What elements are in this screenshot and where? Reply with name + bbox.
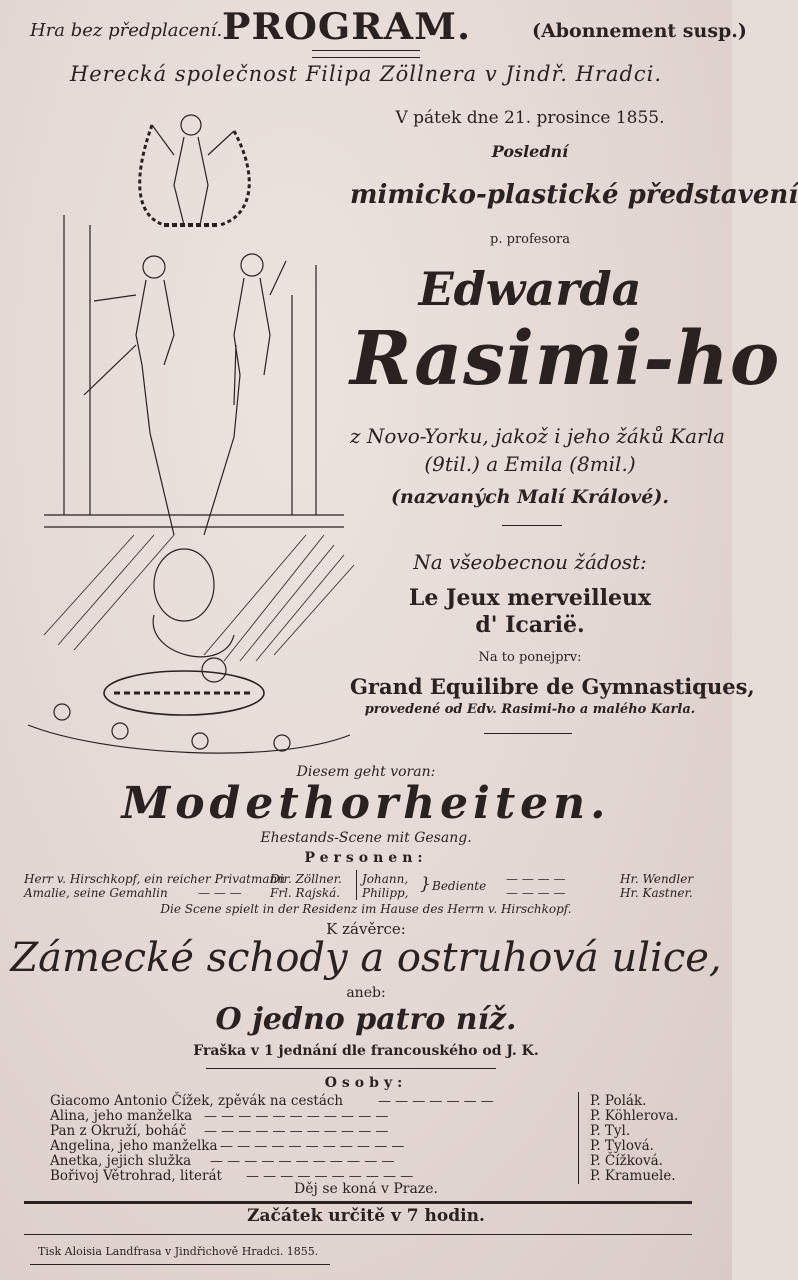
header-left: Hra bez předplacení. <box>30 20 223 41</box>
edwarda-heading: Edwarda <box>418 262 642 316</box>
osoby-role-3: Angelina, jeho manželka <box>50 1138 218 1154</box>
new-york-line-2: (9til.) a Emila (8mil.) <box>424 452 636 476</box>
osoby-dash-2: — — — — — — — — — — — <box>204 1124 389 1139</box>
acrobats-illustration <box>24 95 354 757</box>
cast-dashes-2: — — — — <box>506 886 566 900</box>
cast-row-1-actor: Dir. Zöllner. <box>270 872 342 886</box>
osoby-actor-3: P. Tylová. <box>590 1138 654 1154</box>
fraska-line: Fraška v 1 jednání dle francouského od J. K. <box>193 1043 539 1059</box>
osoby-dash-3: — — — — — — — — — — — <box>220 1139 405 1154</box>
nazvanych-line: (nazvaných Malí Králové). <box>391 486 669 508</box>
cast-philipp: Philipp, <box>362 886 409 900</box>
cast-johann: Johann, <box>362 872 409 886</box>
zamecke-schody-title: Zámecké schody a ostruhová ulice, <box>10 935 722 981</box>
performance-date: V pátek dne 21. prosince 1855. <box>395 108 665 128</box>
osoby-label: Osoby: <box>324 1075 408 1091</box>
cast-dashes-1: — — — — <box>506 872 566 886</box>
header-title: PROGRAM. <box>222 6 472 48</box>
deja-line: Děj se koná v Praze. <box>294 1181 438 1197</box>
scene-line: Die Scene spielt in der Residenz im Hause des Herrn v. Hirschkopf. <box>160 902 572 916</box>
diesem-line: Diesem geht voran: <box>296 764 436 780</box>
company-line: Herecká společnost Filipa Zöllnera v Jindř. Hradci. <box>69 62 663 86</box>
osoby-role-1: Alina, jeho manželka <box>50 1108 193 1124</box>
osoby-dash-4: — — — — — — — — — — — <box>210 1154 395 1169</box>
osoby-role-5: Bořivoj Větrohrad, literát <box>50 1168 222 1184</box>
osoby-role-2: Pan z Okruží, boháč <box>50 1123 187 1139</box>
osoby-role-4: Anetka, jejich služka <box>50 1153 192 1169</box>
osoby-actor-4: P. Čížková. <box>590 1153 663 1169</box>
osoby-role-0: Giacomo Antonio Čížek, zpěvák na cestách <box>50 1093 344 1109</box>
cast-row-2-actor: Frl. Rajská. <box>270 886 341 900</box>
cast-wendler: Hr. Wendler <box>620 872 694 886</box>
posledni-text: Poslední <box>491 142 569 161</box>
osoby-actor-1: P. Köhlerova. <box>590 1108 679 1124</box>
o-jedno-patro-title: O jedno patro níž. <box>215 1002 517 1037</box>
zacatek-line: Začátek určitě v 7 hodin. <box>247 1206 485 1226</box>
osoby-dash-0: — — — — — — — <box>378 1094 494 1109</box>
imprint-rule <box>30 1264 330 1265</box>
printer-imprint: Tisk Aloisia Landfrasa v Jindřichově Hradci. 1855. <box>38 1245 319 1258</box>
provedene-line: provedené od Edv. Rasimi-ho a malého Karla. <box>364 702 696 717</box>
cast-row-2-role: Amalie, seine Gemahlin <box>24 886 168 900</box>
thick-rule <box>24 1201 692 1204</box>
osoby-dash-5: — — — — — — — — — — <box>246 1169 414 1184</box>
ehestands-line: Ehestands-Scene mit Gesang. <box>260 830 472 846</box>
cast-row-2-dash: — — — <box>198 886 242 900</box>
thin-rule <box>24 1234 692 1235</box>
profesora-text: p. profesora <box>490 232 570 247</box>
jeux-title-1: Le Jeux merveilleux <box>408 585 652 611</box>
divider-rule <box>484 733 572 734</box>
ornament-rule <box>312 50 420 58</box>
osoby-divider <box>578 1092 579 1184</box>
cast-row-1-role: Herr v. Hirschkopf, ein reicher Privatmann <box>24 872 285 886</box>
cast-bediente: Bediente <box>432 879 487 893</box>
k-zaverce-line: K závěrce: <box>326 920 406 938</box>
osoby-actor-5: P. Kramuele. <box>590 1168 676 1184</box>
modethorheiten-title: Modethorheiten. <box>121 778 611 829</box>
divider-rule <box>206 1068 496 1069</box>
personen-label: Personen: <box>304 850 428 866</box>
aneb-line: aneb: <box>346 985 386 1001</box>
cast-kastner: Hr. Kastner. <box>620 886 693 900</box>
cast-divider <box>356 870 357 900</box>
na-poprve-line: Na to ponejprv: <box>478 650 582 665</box>
grand-equilibre-title: Grand Equilibre de Gymnastiques, <box>350 674 755 699</box>
osoby-actor-2: P. Tyl. <box>590 1123 631 1139</box>
divider-rule <box>502 525 562 526</box>
na-zadost-line: Na všeobecnou žádost: <box>413 550 647 574</box>
header-right: (Abonnement susp.) <box>532 20 747 42</box>
mimicko-plasticke-heading: mimicko-plastické představení <box>350 180 798 210</box>
new-york-line-1: z Novo-Yorku, jakož i jeho žáků Karla <box>350 424 725 448</box>
playbill-poster: Hra bez předplacení. PROGRAM. (Abonnement susp.) Herecká společnost Filipa Zöllnera v Jindř. Hradci. V pátek dne 21. prosince 1855. Poslední mimicko-plastické představení p. profesora Edwarda Rasimi-ho z Novo-Yorku, jakož i jeho žáků Karla (9til.) a Emila (8mil.) (nazvaných Malí Králové). Na všeobecnou žádost: Le Jeux merveilleux d' Icarië. Na to ponejprv: Grand Equilibre de Gymnastiques, provedené od Edv. Rasimi-ho a malého Karla. Diesem geht voran: Modethorheiten. Ehestands-Scene mit Gesang. Personen: Herr v. Hirschkopf, ein reicher Privatmann Dir. Zöllner. Amalie, seine Gemahlin — — — Frl. Rajská. Johann, Philipp, } Bediente — — — — — — — — Hr. Wendler Hr. Kastner. Die Scene spielt in der Residenz im Hause des Herrn v. Hirschkopf. K závěrce: Zámecké schody a ostruhová ulice, aneb: O jedno patro níž. Fraška v 1 jednání dle francouského od J. K. Osoby: Giacomo Antonio Čížek, zpěvák na cestách — — — — — — — P. Polák. Alina, jeho manželka — — — — — — — — — — — P. Köhlerova. Pan z Okruží, boháč — — — — — — — — — — — P. Tyl. Angelina, jeho manželka — — — — — — — — — — — P. Tylová. Anetka, jejich služka — — — — — — — — — — — P. Čížková. Bořivoj Větrohrad, literát — — — — — — — — — — P. Kramuele. Děj se koná v Praze. Začátek určitě v 7 hodin. Tisk Aloisia Landfrasa v Jindřichově Hradci. 1855. <box>0 0 732 1280</box>
osoby-dash-1: — — — — — — — — — — — <box>204 1109 389 1124</box>
osoby-actor-0: P. Polák. <box>590 1093 647 1109</box>
rasimi-heading: Rasimi-ho <box>350 316 781 402</box>
jeux-title-2: d' Icarië. <box>475 612 585 638</box>
